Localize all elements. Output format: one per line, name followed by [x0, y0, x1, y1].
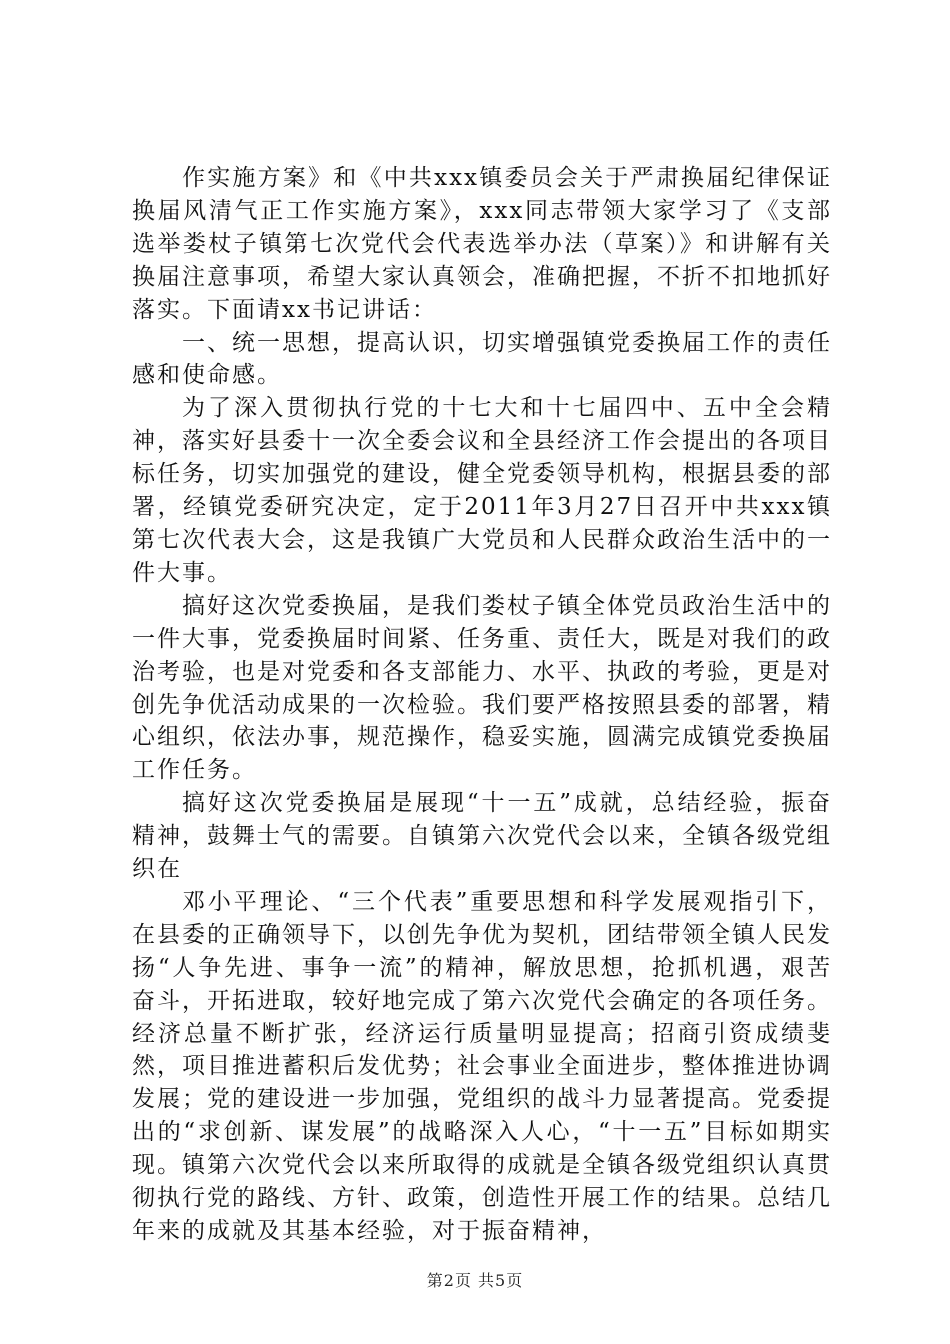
paragraph-3: 为了深入贯彻执行党的十七大和十七届四中、五中全会精神，落实好县委十一次全委会议和全县经济工作会提出的各项目标任务，切实加强党的建设，健全党委领导机构，根据县委的部署，经镇党委研究决定，定于2011年3月27日召开中共xxx镇第七次代表大会，这是我镇广大党员和人民群众政治生活中的一件大事。	[132, 395, 832, 586]
page-footer-indicator: 第2页 共5页	[426, 1271, 524, 1290]
paragraph-5: 搞好这次党委换届是展现“十一五”成就，总结经验，振奋精神，鼓舞士气的需要。自镇第六次党代会以来，全镇各级党组织在	[132, 790, 832, 883]
paragraph-2-heading: 一、统一思想，提高认识，切实增强镇党委换届工作的责任感和使命感。	[132, 329, 832, 389]
paragraph-6: 邓小平理论、“三个代表”重要思想和科学发展观指引下，在县委的正确领导下，以创先争优为契机，团结带领全镇人民发扬“人争先进、事争一流”的精神，解放思想，抢抓机遇，艰苦奋斗，开拓进取，较好地完成了第六次党代会确定的各项任务。经济总量不断扩张，经济运行质量明显提高；招商引资成绩斐然，项目推进蓄积后发优势；社会事业全面进步，整体推进协调发展；党的建设进一步加强，党组织的战斗力显著提高。党委提出的“求创新、谋发展”的战略深入人心，“十一五”目标如期实现。镇第六次党代会以来所取得的成就是全镇各级党组织认真贯彻执行党的路线、方针、政策，创造性开展工作的结果。总结几年来的成就及其基本经验，对于振奋精神，	[132, 888, 832, 1244]
document-body	[132, 162, 832, 1248]
paragraph-1: 作实施方案》和《中共xxx镇委员会关于严肃换届纪律保证换届风清气正工作实施方案》，xxx同志带领大家学习了《支部选举娄杖子镇第七次党代会代表选举办法（草案）》和讲解有关换届注意事项，希望大家认真领会，准确把握，不折不扣地抓好落实。下面请xx书记讲话：	[132, 165, 832, 323]
paragraph-4: 搞好这次党委换届，是我们娄杖子镇全体党员政治生活中的一件大事，党委换届时间紧、任务重、责任大，既是对我们的政治考验，也是对党委和各支部能力、水平、执政的考验，更是对创先争优活动成果的一次检验。我们要严格按照县委的部署，精心组织，依法办事，规范操作，稳妥实施，圆满完成镇党委换届工作任务。	[132, 592, 832, 784]
